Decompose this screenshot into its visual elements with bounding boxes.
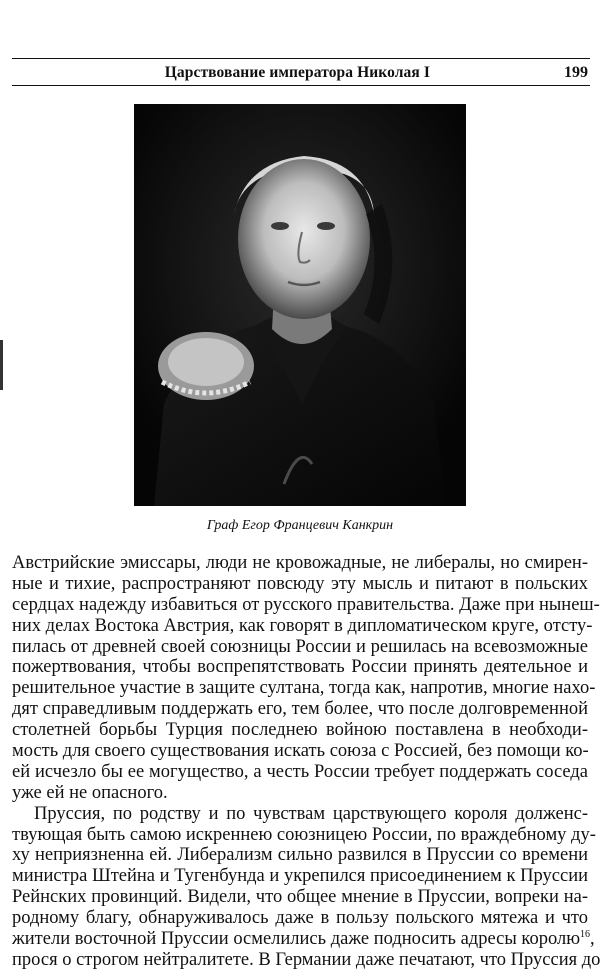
text-line: Рейнских провинций. Видели, что общее мнение в Пруссии, вопреки на- xyxy=(12,887,588,908)
text-line: решительное участие в защите султана, тогда как, напротив, многие нахо- xyxy=(12,678,596,699)
text-line: сердцах надежду избавиться от русского правительства. Даже при нынеш- xyxy=(12,594,600,615)
running-header xyxy=(12,58,590,86)
text-line: пилась от древней своей союзницы России и решилась на всевозможные xyxy=(12,636,588,657)
text-line: ей исчезло бы ее могущество, а честь России требует поддержать соседа xyxy=(12,761,588,782)
text-line: Австрийские эмиссары, люди не кровожадные, не либералы, но смирен- xyxy=(12,553,588,573)
text-line: мость для своего существования искать союза с Россией, без помощи ко- xyxy=(12,741,589,762)
body-text xyxy=(12,553,600,971)
text-line: уже ей не опасного. xyxy=(12,782,168,803)
text-line-with-footnote xyxy=(12,928,595,950)
text-line: министра Штейна и Тугенбунда и укрепился присоединением к Пруссии xyxy=(12,866,588,887)
footnote-trailing-punct: , xyxy=(590,929,595,950)
text-line: родному благу, обнаруживалось даже в пользу польского мятежа и что xyxy=(12,908,588,929)
paragraph-2 xyxy=(12,803,600,971)
text-line: пожертвования, чтобы воспрепятствовать России принять деятельное и xyxy=(12,657,588,678)
text-line: ные и тихие, распространяют повсюду эту мысль и питают в польских xyxy=(12,573,588,594)
page-number: 199 xyxy=(564,64,588,81)
running-title: Царствование императора Николая I xyxy=(164,64,430,81)
portrait-image xyxy=(134,104,466,506)
scan-edge-mark xyxy=(0,340,3,390)
text-line: ху неприязненна ей. Либерализм сильно развился в Пруссии со времени xyxy=(12,845,588,866)
text-line: прося о строгом нейтралитете. В Германии даже печатают, что Пруссия до xyxy=(12,949,600,970)
text-line: них делах Востока Австрия, как говорят в дипломатическом круге, отсту- xyxy=(12,615,593,636)
text-line-content: жители восточной Пруссии осмелились даже подносить адресы королю xyxy=(12,929,581,950)
paragraph-1 xyxy=(12,553,600,804)
text-line: твующая быть самою искреннею союзницею России, по враждебному ду- xyxy=(12,824,596,845)
figure-caption: Граф Егор Францевич Канкрин xyxy=(206,518,394,533)
footnote-marker[interactable]: 16 xyxy=(580,928,591,940)
text-line: Пруссия, по родству и по чувствам царствующего короля долженс- xyxy=(34,803,588,824)
portrait-illustration xyxy=(134,104,466,506)
text-line: дят справедливым поддержать его, тем более, что после долговременной xyxy=(12,699,588,720)
text-line: столетней борьбы Турция последнею войною поставлена в необходи- xyxy=(12,720,588,741)
